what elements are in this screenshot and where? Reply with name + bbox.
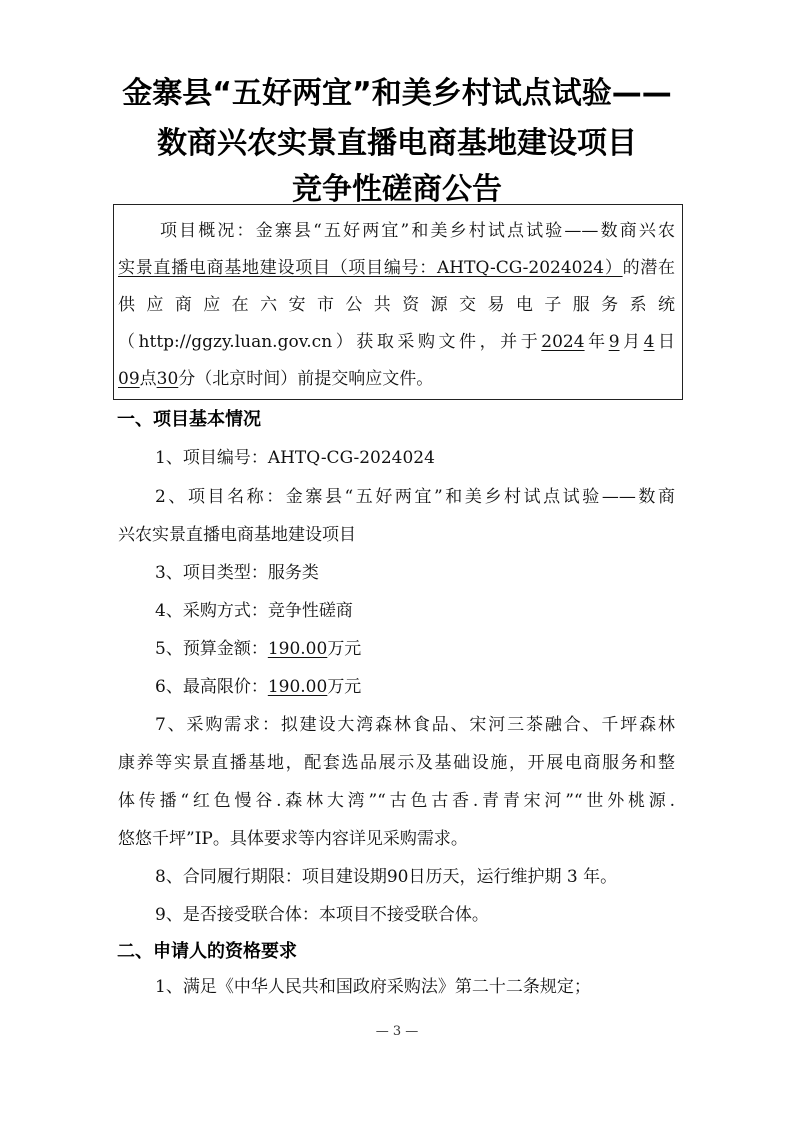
overview-project-name-underlined: 实景直播电商基地建设项目（项目编号：AHTQ-CG-2024024）: [118, 258, 623, 278]
max-price-amount: 190.00: [267, 677, 328, 697]
deadline-hour: 09: [118, 369, 140, 389]
budget-amount: 190.00: [267, 639, 328, 659]
month-suffix: 月: [619, 332, 644, 352]
item-requirements-line-3: 体传播“红色慢谷.森林大湾”“古色古香.青青宋河”“世外桃源.: [118, 791, 675, 811]
item-requirements-line-1: 7、采购需求：拟建设大湾森林食品、宋河三茶融合、千坪森林: [155, 715, 675, 735]
overview-line-4: [118, 331, 675, 353]
overview-url-text: （http://ggzy.luan.gov.cn）获取采购文件，并于: [118, 332, 542, 352]
overview-line-5: [118, 368, 433, 390]
budget-label: 5、预算金额：: [155, 639, 268, 659]
qualification-item-1: 1、满足《中华人民共和国政府采购法》第二十二条规定；: [155, 977, 591, 997]
item-project-type: 3、项目类型：服务类: [155, 563, 319, 583]
item-budget: [155, 638, 361, 660]
overview-line-3: 供应商应在六安市公共资源交易电子服务系统: [118, 295, 675, 315]
document-title-line-2: 数商兴农实景直播电商基地建设项目: [157, 126, 637, 161]
overview-line-1: 项目概况：金寨县“五好两宜”和美乡村试点试验——数商兴农: [160, 221, 675, 241]
item-procurement-method: 4、采购方式：竞争性磋商: [155, 601, 353, 621]
document-title-line-3: 竞争性磋商公告: [292, 172, 502, 207]
deadline-minute: 30: [156, 369, 179, 389]
deadline-day: 4: [643, 332, 655, 352]
document-title-line-1: 金寨县“五好两宜”和美乡村试点试验——: [122, 76, 672, 111]
deadline-year: 2024: [541, 332, 585, 352]
item-consortium: 9、是否接受联合体：本项目不接受联合体。: [155, 905, 489, 925]
hour-suffix: 点: [139, 369, 157, 389]
overview-line-5-rest: 分（北京时间）前提交响应文件。: [178, 369, 434, 389]
overview-line-2: [118, 257, 675, 279]
item-project-name-line-1: 2、项目名称：金寨县“五好两宜”和美乡村试点试验——数商: [155, 487, 675, 507]
max-price-label: 6、最高限价：: [155, 677, 268, 697]
overview-line-2-rest: 的潜在: [622, 258, 676, 278]
section-2-heading: 二、申请人的资格要求: [117, 941, 297, 962]
item-project-name-line-2: 兴农实景直播电商基地建设项目: [118, 525, 356, 545]
item-requirements-line-4: 悠悠千坪”IP。具体要求等内容详见采购需求。: [118, 829, 468, 849]
section-1-heading: 一、项目基本情况: [117, 409, 261, 430]
item-max-price: [155, 676, 361, 698]
item-project-number: 1、项目编号：AHTQ-CG-2024024: [155, 448, 435, 468]
year-suffix: 年: [584, 332, 609, 352]
item-contract-period: 8、合同履行期限：项目建设期90日历天，运行维护期 3 年。: [155, 867, 618, 887]
item-requirements-line-2: 康养等实景直播基地，配套选品展示及基础设施，开展电商服务和整: [118, 753, 675, 773]
day-suffix: 日: [654, 332, 676, 352]
budget-unit: 万元: [327, 639, 362, 659]
deadline-month: 9: [608, 332, 620, 352]
page-number: — 3 —: [375, 1024, 419, 1039]
max-price-unit: 万元: [327, 677, 362, 697]
